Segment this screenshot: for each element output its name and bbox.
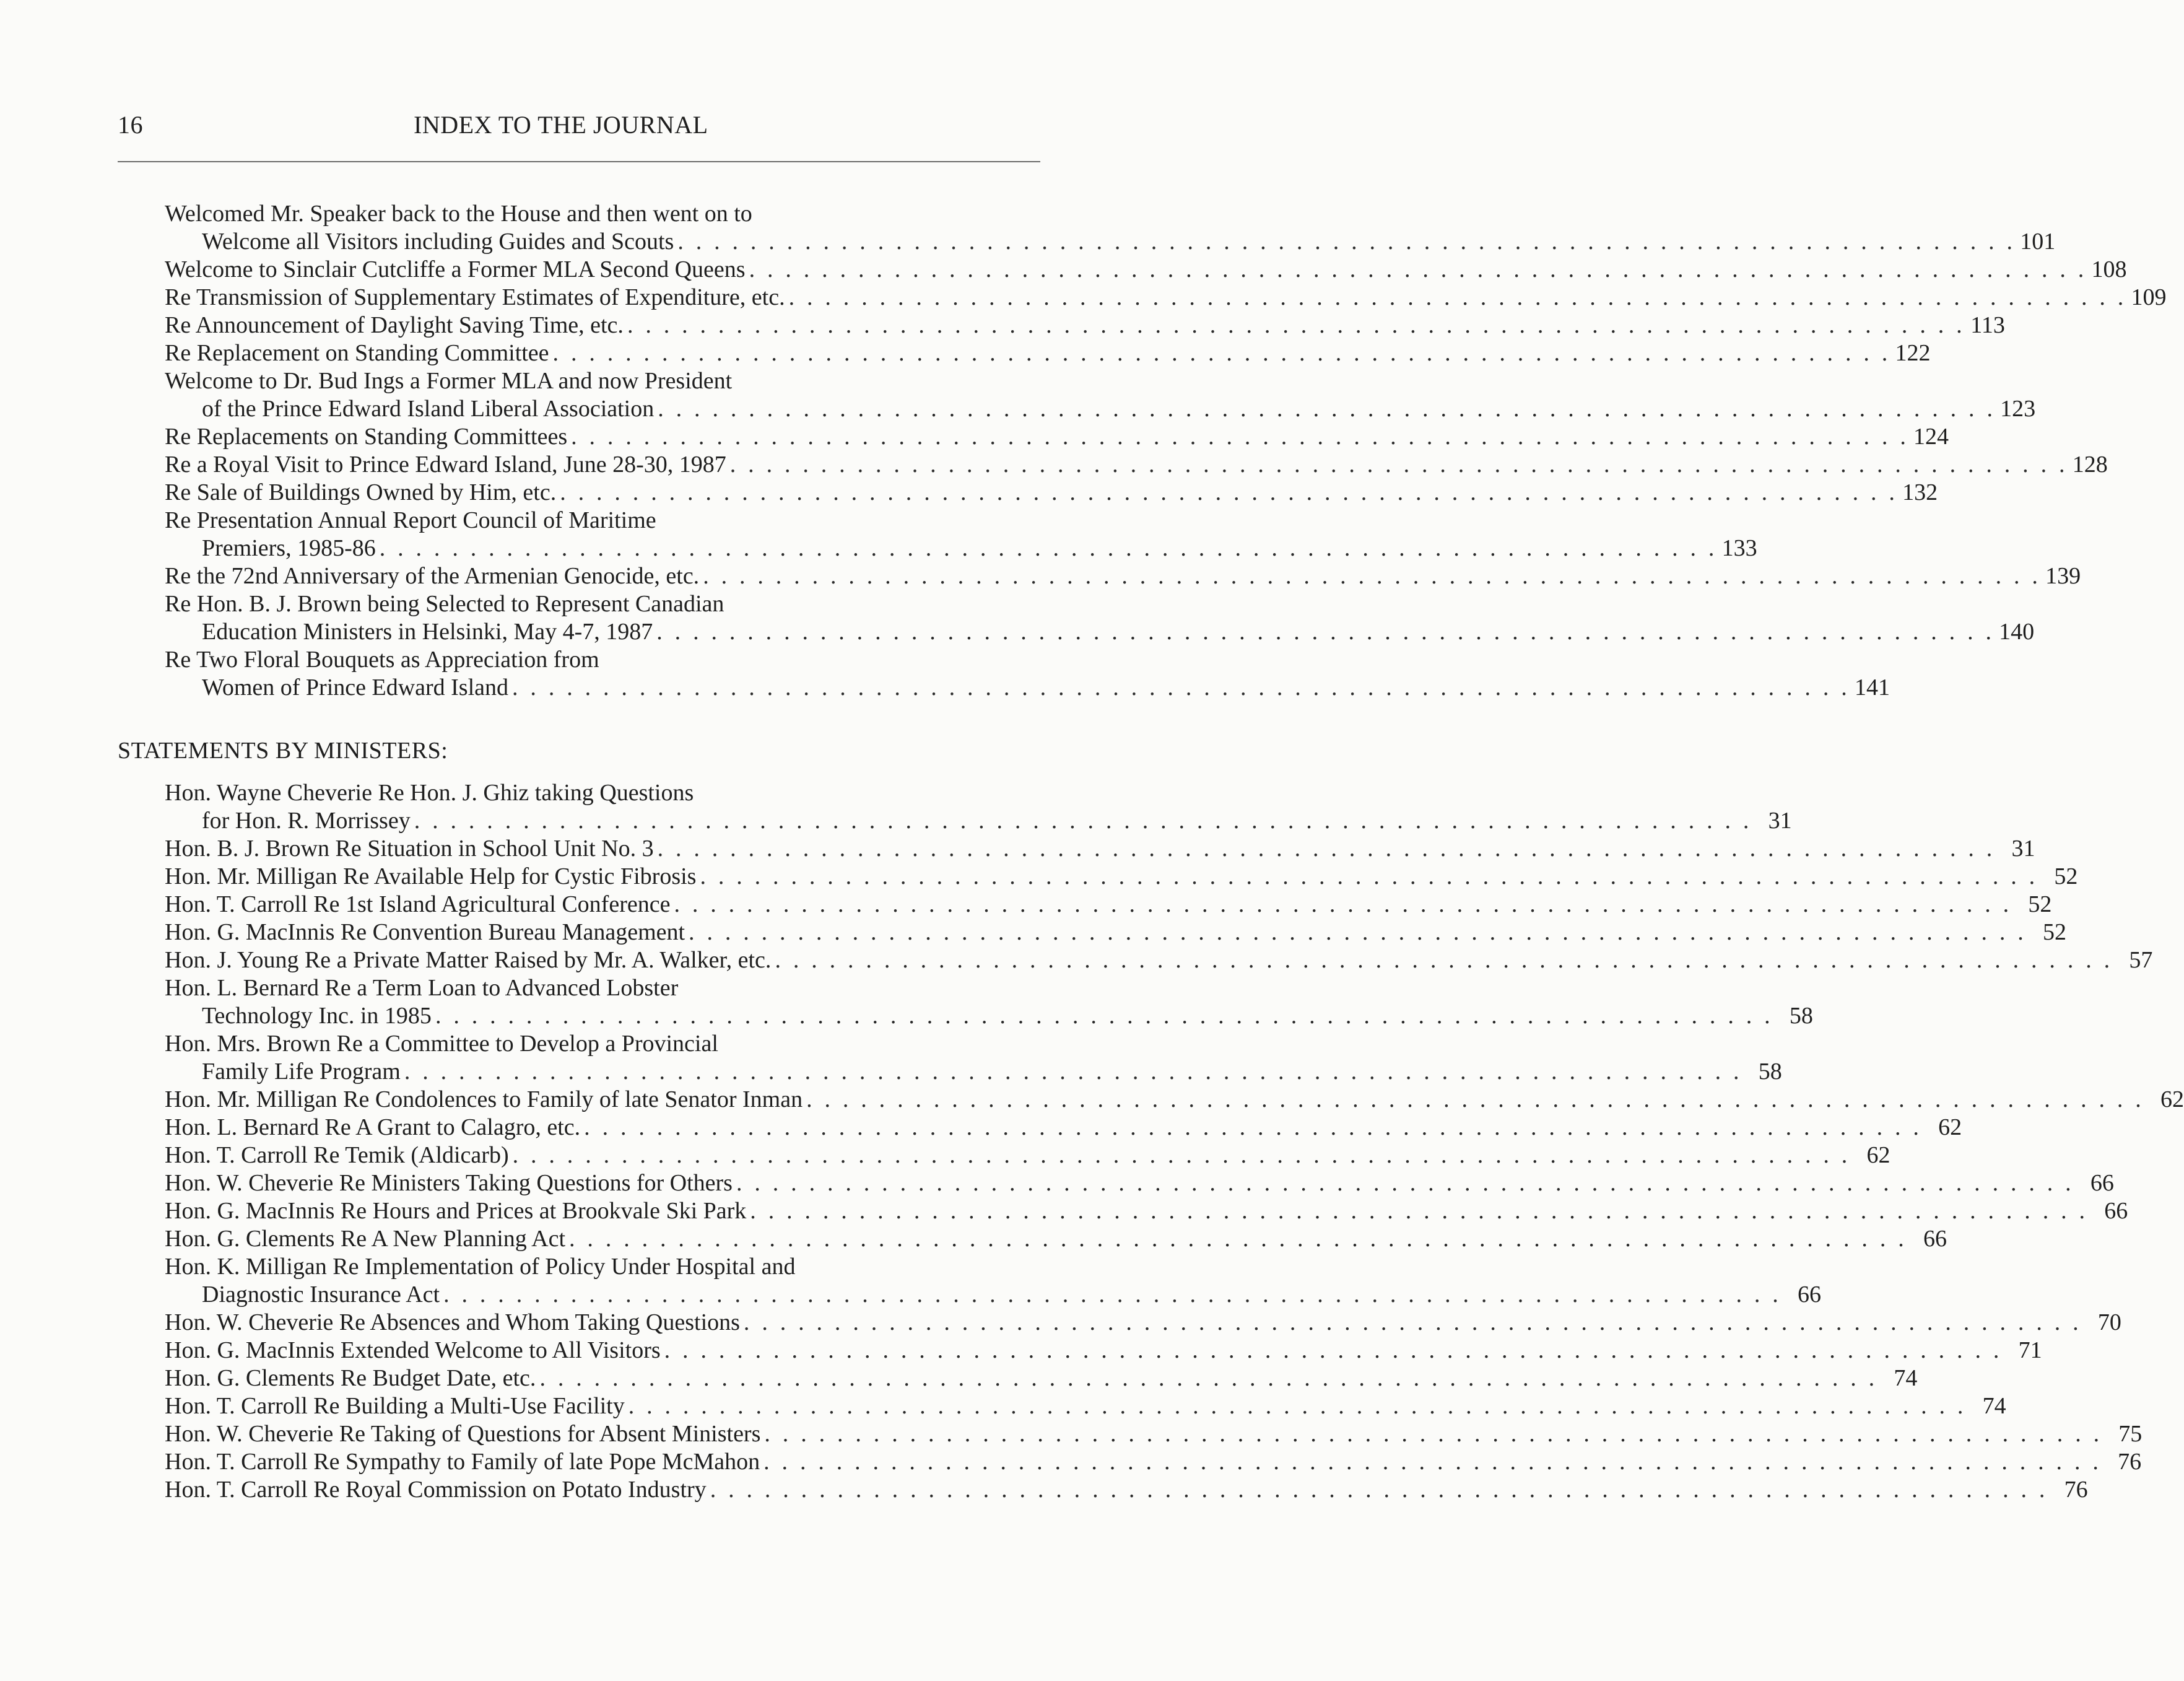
index-entry-text: for Hon. R. Morrissey	[202, 808, 411, 834]
index-entry-line: Re Two Floral Bouquets as Appreciation from	[165, 647, 599, 673]
index-entry	[0, 779, 1792, 835]
page-reference: 133	[1721, 535, 1757, 561]
page-header	[118, 110, 1040, 147]
index-entry-line-final	[0, 1281, 1822, 1309]
index-entry-text: Re the 72nd Anniversary of the Armenian Genocide, etc.	[165, 563, 700, 589]
index-entry-text: Hon. L. Bernard Re A Grant to Calagro, etc.	[165, 1114, 581, 1140]
page-reference: 62	[2160, 1086, 2184, 1112]
index-entry-text: Hon. T. Carroll Re Royal Commission on Potato Industry	[165, 1477, 707, 1503]
index-entry-line-final	[0, 451, 2108, 479]
index-entry	[0, 1420, 2143, 1448]
dot-leader: . . . . . . . . . . . . . . . . . . . . . . . . . . . . . . . . . . . . . . . . . . . . . . . . . . . . . . . . . . . . . . . . . . . . . . . . . .	[414, 808, 1752, 834]
dot-leader: . . . . . . . . . . . . . . . . . . . . . . . . . . . . . . . . . . . . . . . . . . . . . . . . . . . . . . . . . . . . . . . . . . . . . . . . . .	[658, 396, 1996, 422]
index-entry-text: Hon. G. Clements Re A New Planning Act	[165, 1226, 566, 1252]
page-reference: 124	[1913, 424, 1949, 450]
index-entry	[0, 946, 2153, 974]
index-entry-line-final	[0, 339, 1931, 367]
index-entry	[0, 1114, 1962, 1142]
dot-leader: . . . . . . . . . . . . . . . . . . . . . . . . . . . . . . . . . . . . . . . . . . . . . . . . . . . . . . . . . . . . . . . . . . . . . . . . . .	[764, 1449, 2102, 1475]
dot-leader: . . . . . . . . . . . . . . . . . . . . . . . . . . . . . . . . . . . . . . . . . . . . . . . . . . . . . . . . . . . . . . . . . . . . . . . . . .	[379, 535, 1718, 561]
speaker-index-block	[0, 200, 2167, 702]
index-entry	[0, 919, 2066, 946]
index-entry-line-final	[0, 1309, 2121, 1337]
index-entry	[0, 562, 2081, 590]
index-entry	[0, 1309, 2121, 1337]
index-entry-text: Hon. B. J. Brown Re Situation in School Unit No. 3	[165, 836, 654, 862]
dot-leader: . . . . . . . . . . . . . . . . . . . . . . . . . . . . . . . . . . . . . . . . . . . . . . . . . . . . . . . . . . . . . . . . . . . . . . . . . .	[435, 1003, 1773, 1029]
index-entry-line-final	[0, 1142, 1890, 1169]
index-entry-line-final	[0, 1420, 2143, 1448]
dot-leader: . . . . . . . . . . . . . . . . . . . . . . . . . . . . . . . . . . . . . . . . . . . . . . . . . . . . . . . . . . . . . . . . . . . . . . . . . .	[512, 675, 1850, 701]
index-entry-line-final	[0, 562, 2081, 590]
dot-leader: . . . . . . . . . . . . . . . . . . . . . . . . . . . . . . . . . . . . . . . . . . . . . . . . . . . . . . . . . . . . . . . . . . . . . . . . . .	[674, 891, 2012, 917]
index-entry-text: Diagnostic Insurance Act	[202, 1281, 440, 1308]
index-entry-text: Hon. W. Cheverie Re Absences and Whom Taking Questions	[165, 1309, 740, 1335]
index-entry-line-final	[0, 256, 2127, 284]
page-reference: 123	[2000, 396, 2036, 422]
page-reference: 66	[1923, 1226, 1947, 1252]
page-reference: 52	[2042, 919, 2066, 945]
index-entry	[0, 367, 2036, 423]
page-reference: 74	[1894, 1365, 1918, 1391]
dot-leader: . . . . . . . . . . . . . . . . . . . . . . . . . . . . . . . . . . . . . . . . . . . . . . . . . . . . . . . . . . . . . . . . . . . . . . . . . .	[743, 1309, 2082, 1335]
index-entry-line-final	[0, 1225, 1947, 1253]
index-entry-line-final	[0, 1364, 1918, 1392]
page-reference: 139	[2045, 563, 2081, 589]
dot-leader: . . . . . . . . . . . . . . . . . . . . . . . . . . . . . . . . . . . . . . . . . . . . . . . . . . . . . . . . . . . . . . . . . . . . . . . . . .	[628, 1393, 1967, 1419]
dot-leader: . . . . . . . . . . . . . . . . . . . . . . . . . . . . . . . . . . . . . . . . . . . . . . . . . . . . . . . . . . . . . . . . . . . . . . . . . .	[788, 284, 2127, 310]
index-entry	[0, 646, 1890, 702]
page-reference: 66	[2104, 1198, 2128, 1224]
dot-leader: . . . . . . . . . . . . . . . . . . . . . . . . . . . . . . . . . . . . . . . . . . . . . . . . . . . . . . . . . . . . . . . . . . . . . . . . . .	[736, 1170, 2074, 1196]
index-entry-text: Hon. G. MacInnis Extended Welcome to All Visitors	[165, 1337, 661, 1363]
index-entry-text: Hon. G. Clements Re Budget Date, etc.	[165, 1365, 536, 1391]
page-reference: 141	[1854, 675, 1890, 701]
index-entry-text: Women of Prince Edward Island	[202, 675, 509, 701]
index-entry	[0, 1253, 1822, 1309]
speaker-entry-list	[0, 200, 2167, 702]
dot-leader: . . . . . . . . . . . . . . . . . . . . . . . . . . . . . . . . . . . . . . . . . . . . . . . . . . . . . . . . . . . . . . . . . . . . . . . . . .	[560, 479, 1899, 505]
index-entry-text: Welcome all Visitors including Guides and Scouts	[202, 229, 674, 255]
page-reference: 57	[2129, 947, 2153, 973]
dot-leader: . . . . . . . . . . . . . . . . . . . . . . . . . . . . . . . . . . . . . . . . . . . . . . . . . . . . . . . . . . . . . . . . . . . . . . . . . .	[569, 1226, 1907, 1252]
index-entry	[0, 1030, 1782, 1086]
dot-leader: . . . . . . . . . . . . . . . . . . . . . . . . . . . . . . . . . . . . . . . . . . . . . . . . . . . . . . . . . . . . . . . . . . . . . . . . . .	[657, 836, 1996, 862]
page-reference: 31	[2011, 836, 2035, 862]
index-entry	[0, 835, 2035, 863]
index-entry	[0, 1142, 1890, 1169]
dot-leader: . . . . . . . . . . . . . . . . . . . . . . . . . . . . . . . . . . . . . . . . . . . . . . . . . . . . . . . . . . . . . . . . . . . . . . . . . .	[703, 563, 2042, 589]
index-entry-line-final	[0, 1169, 2114, 1197]
index-entry	[0, 284, 2167, 312]
index-entry-line: Hon. Mrs. Brown Re a Committee to Develop a Provincial	[165, 1031, 718, 1057]
dot-leader: . . . . . . . . . . . . . . . . . . . . . . . . . . . . . . . . . . . . . . . . . . . . . . . . . . . . . . . . . . . . . . . . . . . . . . . . . .	[750, 1198, 2089, 1224]
index-entry-line-final	[0, 1058, 1782, 1086]
page-reference: 108	[2091, 256, 2127, 282]
index-entry	[0, 1476, 2088, 1504]
index-entry-line-final	[0, 1086, 2184, 1114]
dot-leader: . . . . . . . . . . . . . . . . . . . . . . . . . . . . . . . . . . . . . . . . . . . . . . . . . . . . . . . . . . . . . . . . . . . . . . . . . .	[749, 256, 2087, 282]
dot-leader: . . . . . . . . . . . . . . . . . . . . . . . . . . . . . . . . . . . . . . . . . . . . . . . . . . . . . . . . . . . . . . . . . . . . . . . . . .	[404, 1059, 1742, 1085]
dot-leader: . . . . . . . . . . . . . . . . . . . . . . . . . . . . . . . . . . . . . . . . . . . . . . . . . . . . . . . . . . . . . . . . . . . . . . . . . .	[677, 229, 2016, 255]
index-entry-line: Hon. Wayne Cheverie Re Hon. J. Ghiz taking Questions	[165, 780, 694, 806]
page-reference: 52	[2028, 891, 2052, 917]
index-entry-text: Hon. W. Cheverie Re Taking of Questions for Absent Ministers	[165, 1421, 761, 1447]
index-entry-text: Hon. T. Carroll Re Temik (Aldicarb)	[165, 1142, 509, 1168]
index-entry-line-final	[0, 479, 1938, 507]
index-entry-text: Hon. G. MacInnis Re Hours and Prices at Brookvale Ski Park	[165, 1198, 747, 1224]
dot-leader: . . . . . . . . . . . . . . . . . . . . . . . . . . . . . . . . . . . . . . . . . . . . . . . . . . . . . . . . . . . . . . . . . . . . . . . . . .	[552, 340, 1891, 366]
page-reference: 75	[2118, 1421, 2143, 1447]
page-reference: 62	[1938, 1114, 1962, 1140]
section-heading: STATEMENTS BY MINISTERS:	[118, 738, 448, 764]
index-entry-line: Hon. L. Bernard Re a Term Loan to Advanced Lobster	[165, 975, 679, 1001]
index-entry-text: of the Prince Edward Island Liberal Association	[202, 396, 655, 422]
page-reference: 109	[2131, 284, 2167, 310]
page-reference: 122	[1895, 340, 1931, 366]
index-entry-line-final	[0, 535, 1757, 562]
page-reference: 71	[2018, 1337, 2042, 1363]
index-entry-line-final	[0, 284, 2167, 312]
page-reference: 74	[1982, 1393, 2006, 1419]
page-reference: 52	[2054, 863, 2078, 889]
dot-leader: . . . . . . . . . . . . . . . . . . . . . . . . . . . . . . . . . . . . . . . . . . . . . . . . . . . . . . . . . . . . . . . . . . . . . . . . . .	[584, 1114, 1923, 1140]
index-entry	[0, 339, 1931, 367]
index-entry-line: Welcome to Dr. Bud Ings a Former MLA and now President	[165, 368, 733, 394]
index-entry-text: Re Replacement on Standing Committee	[165, 340, 549, 366]
index-entry-text: Hon. J. Young Re a Private Matter Raised by Mr. A. Walker, etc.	[165, 947, 772, 973]
page-reference: 62	[1866, 1142, 1890, 1168]
index-entry-text: Re Replacements on Standing Committees	[165, 424, 568, 450]
page-reference: 58	[1789, 1003, 1813, 1029]
index-entry-line: Hon. K. Milligan Re Implementation of Policy Under Hospital and	[165, 1254, 796, 1280]
index-entry-text: Education Ministers in Helsinki, May 4-7, 1987	[202, 619, 653, 645]
dot-leader: . . . . . . . . . . . . . . . . . . . . . . . . . . . . . . . . . . . . . . . . . . . . . . . . . . . . . . . . . . . . . . . . . . . . . . . . . .	[775, 947, 2113, 973]
running-title: INDEX TO THE JOURNAL	[414, 111, 708, 139]
index-entry-line-final	[0, 863, 2078, 891]
dot-leader: . . . . . . . . . . . . . . . . . . . . . . . . . . . . . . . . . . . . . . . . . . . . . . . . . . . . . . . . . . . . . . . . . . . . . . . . . .	[710, 1477, 2048, 1503]
dot-leader: . . . . . . . . . . . . . . . . . . . . . . . . . . . . . . . . . . . . . . . . . . . . . . . . . . . . . . . . . . . . . . . . . . . . . . . . . .	[664, 1337, 2003, 1363]
index-entry-text: Re Transmission of Supplementary Estimates of Expenditure, etc.	[165, 284, 785, 310]
index-entry-line-final	[0, 312, 2005, 339]
index-entry-line-final	[0, 946, 2153, 974]
index-entry-line-final	[0, 919, 2066, 946]
index-entry-text: Hon. T. Carroll Re Building a Multi-Use Facility	[165, 1393, 625, 1419]
index-entry-line-final	[0, 1114, 1962, 1142]
page-number: 16	[118, 111, 143, 139]
dot-leader: . . . . . . . . . . . . . . . . . . . . . . . . . . . . . . . . . . . . . . . . . . . . . . . . . . . . . . . . . . . . . . . . . . . . . . . . . .	[764, 1421, 2103, 1447]
index-entry-text: Hon. W. Cheverie Re Ministers Taking Questions for Others	[165, 1170, 733, 1196]
index-entry-text: Technology Inc. in 1985	[202, 1003, 432, 1029]
index-entry-text: Welcome to Sinclair Cutcliffe a Former MLA Second Queens	[165, 256, 746, 282]
index-entry-line-final	[0, 835, 2035, 863]
page-reference: 66	[2090, 1170, 2114, 1196]
index-entry-line: Re Presentation Annual Report Council of Maritime	[165, 507, 656, 533]
index-entry-text: Re Sale of Buildings Owned by Him, etc.	[165, 479, 557, 505]
index-entry-line-final	[0, 1392, 2006, 1420]
page-reference: 76	[2064, 1477, 2088, 1503]
index-entry	[0, 974, 1813, 1030]
index-entry	[0, 590, 2035, 646]
index-entry-text: Hon. T. Carroll Re Sympathy to Family of late Pope McMahon	[165, 1449, 760, 1475]
index-entry-line-final	[0, 807, 1792, 835]
index-entry-line: Welcomed Mr. Speaker back to the House and then went on to	[165, 201, 752, 227]
index-entry	[0, 1364, 1918, 1392]
index-entry	[0, 891, 2052, 919]
index-entry-line-final	[0, 228, 2056, 256]
index-entry	[0, 256, 2127, 284]
index-entry	[0, 1086, 2184, 1114]
index-entry-line-final	[0, 423, 1949, 451]
index-entry-line-final	[0, 1197, 2128, 1225]
page-reference: 66	[1798, 1281, 1822, 1308]
index-entry-text: Hon. Mr. Milligan Re Available Help for Cystic Fibrosis	[165, 863, 697, 889]
index-entry-text: Hon. G. MacInnis Re Convention Bureau Management	[165, 919, 685, 945]
index-entry	[0, 479, 1938, 507]
dot-leader: . . . . . . . . . . . . . . . . . . . . . . . . . . . . . . . . . . . . . . . . . . . . . . . . . . . . . . . . . . . . . . . . . . . . . . . . . .	[700, 863, 2038, 889]
dot-leader: . . . . . . . . . . . . . . . . . . . . . . . . . . . . . . . . . . . . . . . . . . . . . . . . . . . . . . . . . . . . . . . . . . . . . . . . . .	[689, 919, 2027, 945]
index-entry-text: Family Life Program	[202, 1059, 401, 1085]
statements-index-block	[0, 779, 2184, 1504]
page-reference: 128	[2072, 452, 2108, 478]
statements-entry-list	[0, 779, 2184, 1504]
dot-leader: . . . . . . . . . . . . . . . . . . . . . . . . . . . . . . . . . . . . . . . . . . . . . . . . . . . . . . . . . . . . . . . . . . . . . . . . . .	[806, 1086, 2144, 1112]
index-entry	[0, 1448, 2142, 1476]
index-entry-text: Hon. T. Carroll Re 1st Island Agricultural Conference	[165, 891, 671, 917]
index-entry-text: Premiers, 1985-86	[202, 535, 376, 561]
dot-leader: . . . . . . . . . . . . . . . . . . . . . . . . . . . . . . . . . . . . . . . . . . . . . . . . . . . . . . . . . . . . . . . . . . . . . . . . . .	[571, 424, 1910, 450]
index-entry	[0, 507, 1757, 562]
page-reference: 101	[2020, 229, 2056, 255]
index-entry-text: Re Announcement of Daylight Saving Time, etc.	[165, 312, 624, 338]
index-entry-line-final	[0, 1337, 2042, 1364]
dot-leader: . . . . . . . . . . . . . . . . . . . . . . . . . . . . . . . . . . . . . . . . . . . . . . . . . . . . . . . . . . . . . . . . . . . . . . . . . .	[443, 1281, 1782, 1308]
page-reference: 76	[2118, 1449, 2142, 1475]
index-entry-line-final	[0, 1476, 2088, 1504]
index-entry-line: Re Hon. B. J. Brown being Selected to Represent Canadian	[165, 591, 724, 617]
index-entry-line-final	[0, 1448, 2142, 1476]
page-reference: 132	[1902, 479, 1938, 505]
index-entry	[0, 1337, 2042, 1364]
page-reference: 58	[1758, 1059, 1782, 1085]
dot-leader: . . . . . . . . . . . . . . . . . . . . . . . . . . . . . . . . . . . . . . . . . . . . . . . . . . . . . . . . . . . . . . . . . . . . . . . . . .	[729, 452, 2068, 478]
index-entry	[0, 423, 1949, 451]
index-entry-text: Re a Royal Visit to Prince Edward Island, June 28-30, 1987	[165, 452, 726, 478]
index-entry	[0, 1197, 2128, 1225]
index-entry	[0, 1169, 2114, 1197]
page-reference: 113	[1970, 312, 2005, 338]
index-entry	[0, 451, 2108, 479]
index-entry	[0, 200, 2056, 256]
dot-leader: . . . . . . . . . . . . . . . . . . . . . . . . . . . . . . . . . . . . . . . . . . . . . . . . . . . . . . . . . . . . . . . . . . . . . . . . . .	[627, 312, 1965, 338]
page-reference: 70	[2097, 1309, 2121, 1335]
index-entry	[0, 312, 2005, 339]
page-reference: 140	[1999, 619, 2035, 645]
dot-leader: . . . . . . . . . . . . . . . . . . . . . . . . . . . . . . . . . . . . . . . . . . . . . . . . . . . . . . . . . . . . . . . . . . . . . . . . . .	[656, 619, 1995, 645]
index-entry	[0, 863, 2078, 891]
index-entry	[0, 1225, 1947, 1253]
index-entry	[0, 1392, 2006, 1420]
index-entry-line-final	[0, 674, 1890, 702]
index-entry-text: Hon. Mr. Milligan Re Condolences to Family of late Senator Inman	[165, 1086, 803, 1112]
index-entry-line-final	[0, 891, 2052, 919]
page-reference: 31	[1768, 808, 1792, 834]
index-entry-line-final	[0, 1002, 1813, 1030]
index-entry-line-final	[0, 395, 2036, 423]
index-entry-line-final	[0, 618, 2035, 646]
header-rule	[118, 161, 1040, 162]
dot-leader: . . . . . . . . . . . . . . . . . . . . . . . . . . . . . . . . . . . . . . . . . . . . . . . . . . . . . . . . . . . . . . . . . . . . . . . . . .	[539, 1365, 1878, 1391]
dot-leader: . . . . . . . . . . . . . . . . . . . . . . . . . . . . . . . . . . . . . . . . . . . . . . . . . . . . . . . . . . . . . . . . . . . . . . . . . .	[512, 1142, 1851, 1168]
